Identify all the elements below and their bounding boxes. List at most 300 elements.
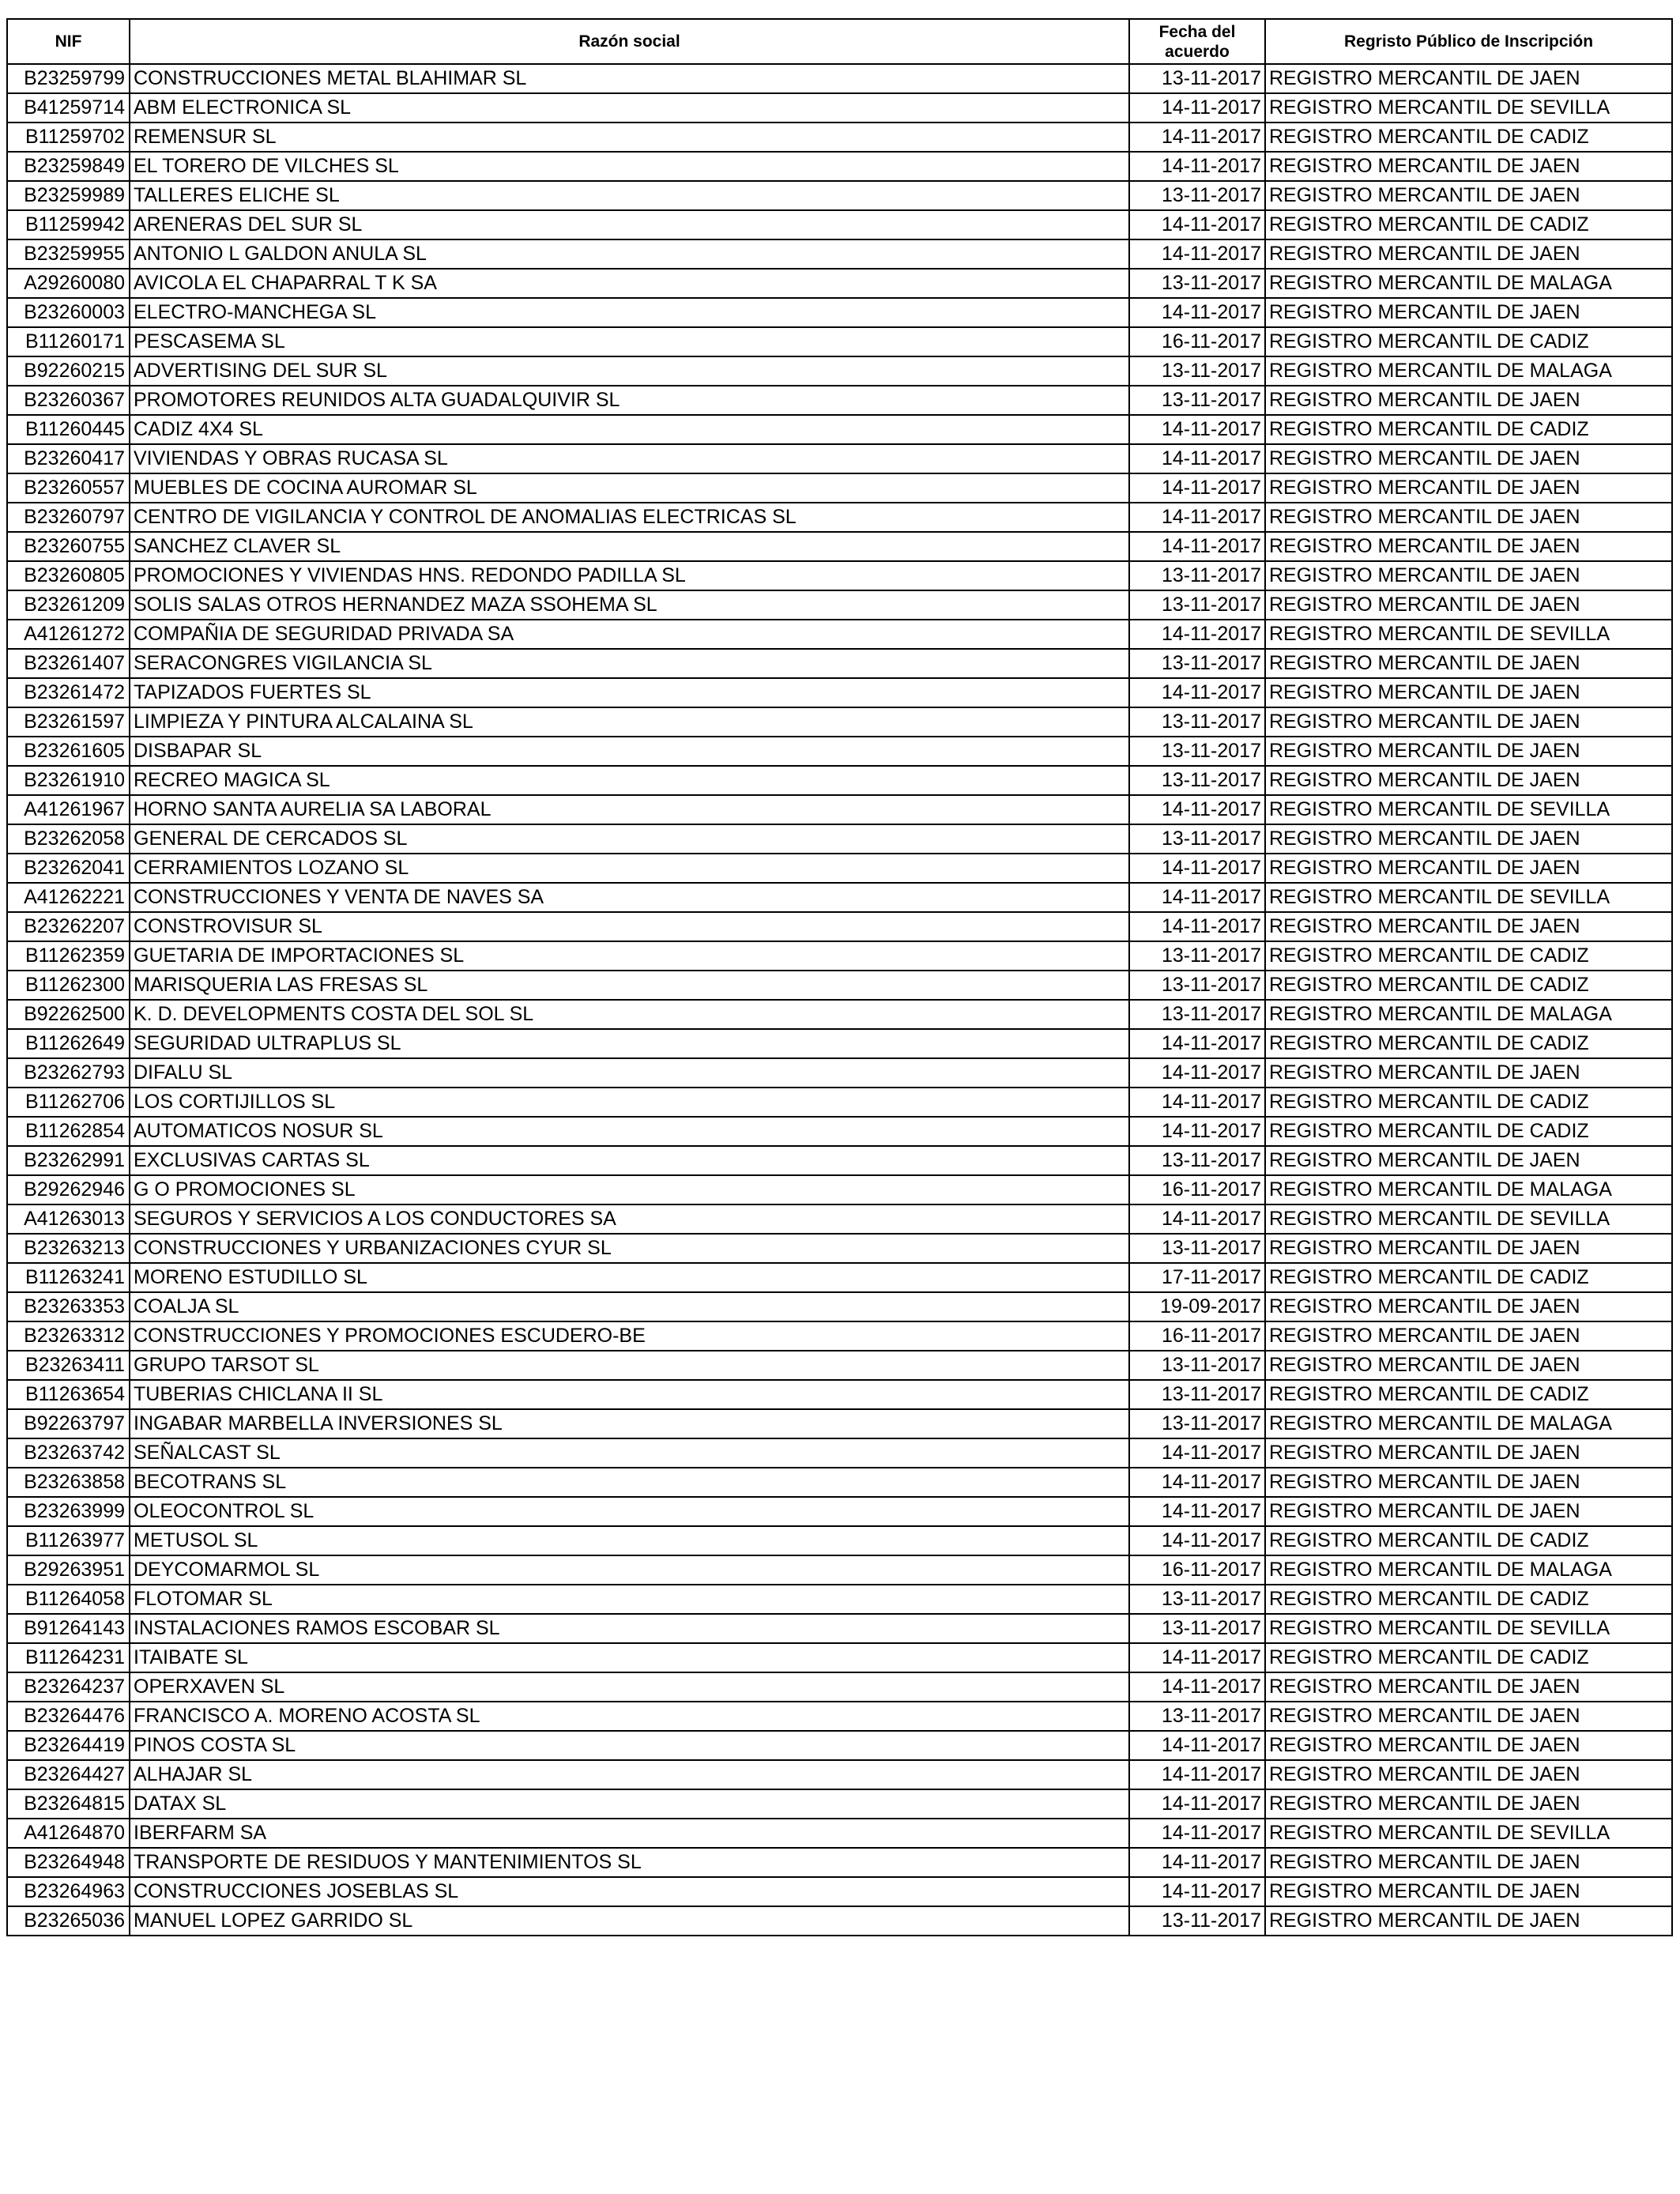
cell-registro: REGISTRO MERCANTIL DE CADIZ bbox=[1265, 415, 1672, 444]
cell-registro: REGISTRO MERCANTIL DE JAEN bbox=[1265, 561, 1672, 590]
cell-nif: B23265036 bbox=[7, 1906, 130, 1936]
table-row bbox=[7, 298, 1672, 327]
cell-fecha-acuerdo: 14-11-2017 bbox=[1129, 678, 1265, 707]
cell-registro: REGISTRO MERCANTIL DE JAEN bbox=[1265, 1497, 1672, 1526]
cell-razon-social: ALHAJAR SL bbox=[130, 1760, 1129, 1789]
cell-registro: REGISTRO MERCANTIL DE JAEN bbox=[1265, 1438, 1672, 1468]
cell-fecha-acuerdo: 14-11-2017 bbox=[1129, 1672, 1265, 1702]
cell-razon-social: CONSTRUCCIONES Y URBANIZACIONES CYUR SL bbox=[130, 1234, 1129, 1263]
cell-fecha-acuerdo: 14-11-2017 bbox=[1129, 912, 1265, 941]
cell-registro: REGISTRO MERCANTIL DE CADIZ bbox=[1265, 1380, 1672, 1409]
table-row bbox=[7, 473, 1672, 503]
cell-fecha-acuerdo: 14-11-2017 bbox=[1129, 883, 1265, 912]
cell-registro: REGISTRO MERCANTIL DE MALAGA bbox=[1265, 1000, 1672, 1029]
cell-nif: B23264963 bbox=[7, 1877, 130, 1906]
table-row bbox=[7, 1555, 1672, 1585]
cell-fecha-acuerdo: 14-11-2017 bbox=[1129, 620, 1265, 649]
table-row bbox=[7, 1819, 1672, 1848]
cell-registro: REGISTRO MERCANTIL DE JAEN bbox=[1265, 532, 1672, 561]
cell-registro: REGISTRO MERCANTIL DE MALAGA bbox=[1265, 1555, 1672, 1585]
cell-fecha-acuerdo: 16-11-2017 bbox=[1129, 1555, 1265, 1585]
table-row bbox=[7, 590, 1672, 620]
cell-registro: REGISTRO MERCANTIL DE JAEN bbox=[1265, 1760, 1672, 1789]
cell-fecha-acuerdo: 14-11-2017 bbox=[1129, 152, 1265, 181]
cell-fecha-acuerdo: 17-11-2017 bbox=[1129, 1263, 1265, 1292]
cell-nif: B23263213 bbox=[7, 1234, 130, 1263]
cell-registro: REGISTRO MERCANTIL DE JAEN bbox=[1265, 912, 1672, 941]
cell-razon-social: RECREO MAGICA SL bbox=[130, 766, 1129, 795]
cell-nif: B23263411 bbox=[7, 1351, 130, 1380]
cell-nif: B23261407 bbox=[7, 649, 130, 678]
cell-nif: B23260367 bbox=[7, 386, 130, 415]
cell-razon-social: ARENERAS DEL SUR SL bbox=[130, 210, 1129, 239]
cell-nif: B23262041 bbox=[7, 854, 130, 883]
cell-razon-social: K. D. DEVELOPMENTS COSTA DEL SOL SL bbox=[130, 1000, 1129, 1029]
cell-registro: REGISTRO MERCANTIL DE JAEN bbox=[1265, 824, 1672, 854]
cell-razon-social: EXCLUSIVAS CARTAS SL bbox=[130, 1146, 1129, 1175]
cell-registro: REGISTRO MERCANTIL DE CADIZ bbox=[1265, 1117, 1672, 1146]
cell-razon-social: CONSTRUCCIONES METAL BLAHIMAR SL bbox=[130, 64, 1129, 93]
cell-fecha-acuerdo: 13-11-2017 bbox=[1129, 1000, 1265, 1029]
cell-registro: REGISTRO MERCANTIL DE CADIZ bbox=[1265, 210, 1672, 239]
cell-fecha-acuerdo: 16-11-2017 bbox=[1129, 1175, 1265, 1204]
cell-razon-social: IBERFARM SA bbox=[130, 1819, 1129, 1848]
cell-fecha-acuerdo: 14-11-2017 bbox=[1129, 1117, 1265, 1146]
cell-nif: B23259799 bbox=[7, 64, 130, 93]
cell-razon-social: OLEOCONTROL SL bbox=[130, 1497, 1129, 1526]
table-row bbox=[7, 239, 1672, 269]
cell-fecha-acuerdo: 14-11-2017 bbox=[1129, 415, 1265, 444]
cell-registro: REGISTRO MERCANTIL DE CADIZ bbox=[1265, 1643, 1672, 1672]
cell-nif: B23259989 bbox=[7, 181, 130, 210]
cell-nif: A41263013 bbox=[7, 1204, 130, 1234]
cell-fecha-acuerdo: 14-11-2017 bbox=[1129, 1819, 1265, 1848]
table-row bbox=[7, 1088, 1672, 1117]
table-row bbox=[7, 1351, 1672, 1380]
table-row bbox=[7, 941, 1672, 971]
cell-fecha-acuerdo: 19-09-2017 bbox=[1129, 1292, 1265, 1321]
cell-nif: B23260755 bbox=[7, 532, 130, 561]
cell-registro: REGISTRO MERCANTIL DE JAEN bbox=[1265, 1058, 1672, 1088]
table-row bbox=[7, 503, 1672, 532]
cell-fecha-acuerdo: 13-11-2017 bbox=[1129, 649, 1265, 678]
cell-fecha-acuerdo: 13-11-2017 bbox=[1129, 1906, 1265, 1936]
cell-razon-social: PESCASEMA SL bbox=[130, 327, 1129, 356]
cell-fecha-acuerdo: 14-11-2017 bbox=[1129, 210, 1265, 239]
cell-fecha-acuerdo: 16-11-2017 bbox=[1129, 1321, 1265, 1351]
table-row bbox=[7, 1029, 1672, 1058]
cell-fecha-acuerdo: 14-11-2017 bbox=[1129, 1848, 1265, 1877]
cell-nif: B23263353 bbox=[7, 1292, 130, 1321]
cell-razon-social: LIMPIEZA Y PINTURA ALCALAINA SL bbox=[130, 707, 1129, 737]
table-row bbox=[7, 1643, 1672, 1672]
table-row bbox=[7, 824, 1672, 854]
cell-razon-social: PROMOCIONES Y VIVIENDAS HNS. REDONDO PADILLA SL bbox=[130, 561, 1129, 590]
cell-nif: B23262793 bbox=[7, 1058, 130, 1088]
cell-registro: REGISTRO MERCANTIL DE JAEN bbox=[1265, 503, 1672, 532]
cell-nif: B23260557 bbox=[7, 473, 130, 503]
cell-fecha-acuerdo: 13-11-2017 bbox=[1129, 1614, 1265, 1643]
cell-fecha-acuerdo: 13-11-2017 bbox=[1129, 1585, 1265, 1614]
cell-registro: REGISTRO MERCANTIL DE JAEN bbox=[1265, 1848, 1672, 1877]
cell-registro: REGISTRO MERCANTIL DE CADIZ bbox=[1265, 123, 1672, 152]
cell-fecha-acuerdo: 14-11-2017 bbox=[1129, 503, 1265, 532]
table-row bbox=[7, 210, 1672, 239]
cell-razon-social: BECOTRANS SL bbox=[130, 1468, 1129, 1497]
cell-registro: REGISTRO MERCANTIL DE SEVILLA bbox=[1265, 1204, 1672, 1234]
cell-nif: B23261597 bbox=[7, 707, 130, 737]
table-row bbox=[7, 444, 1672, 473]
cell-fecha-acuerdo: 14-11-2017 bbox=[1129, 1204, 1265, 1234]
table-row bbox=[7, 93, 1672, 123]
cell-nif: B92262500 bbox=[7, 1000, 130, 1029]
cell-fecha-acuerdo: 13-11-2017 bbox=[1129, 64, 1265, 93]
table-row bbox=[7, 1000, 1672, 1029]
cell-razon-social: COMPAÑIA DE SEGURIDAD PRIVADA SA bbox=[130, 620, 1129, 649]
table-row bbox=[7, 766, 1672, 795]
cell-razon-social: SEGUROS Y SERVICIOS A LOS CONDUCTORES SA bbox=[130, 1204, 1129, 1234]
cell-nif: B23262991 bbox=[7, 1146, 130, 1175]
cell-fecha-acuerdo: 14-11-2017 bbox=[1129, 1731, 1265, 1760]
cell-fecha-acuerdo: 13-11-2017 bbox=[1129, 269, 1265, 298]
cell-razon-social: CONSTRUCCIONES Y VENTA DE NAVES SA bbox=[130, 883, 1129, 912]
table-row bbox=[7, 1848, 1672, 1877]
cell-razon-social: SANCHEZ CLAVER SL bbox=[130, 532, 1129, 561]
table-row bbox=[7, 1760, 1672, 1789]
table-row bbox=[7, 1058, 1672, 1088]
cell-razon-social: METUSOL SL bbox=[130, 1526, 1129, 1555]
cell-nif: B23264476 bbox=[7, 1702, 130, 1731]
cell-registro: REGISTRO MERCANTIL DE JAEN bbox=[1265, 1702, 1672, 1731]
cell-fecha-acuerdo: 14-11-2017 bbox=[1129, 1058, 1265, 1088]
cell-nif: B23262207 bbox=[7, 912, 130, 941]
cell-fecha-acuerdo: 14-11-2017 bbox=[1129, 239, 1265, 269]
cell-fecha-acuerdo: 14-11-2017 bbox=[1129, 1789, 1265, 1819]
table-row bbox=[7, 269, 1672, 298]
table-row bbox=[7, 386, 1672, 415]
cell-razon-social: ITAIBATE SL bbox=[130, 1643, 1129, 1672]
cell-registro: REGISTRO MERCANTIL DE JAEN bbox=[1265, 1672, 1672, 1702]
cell-fecha-acuerdo: 14-11-2017 bbox=[1129, 795, 1265, 824]
cell-nif: B23261605 bbox=[7, 737, 130, 766]
cell-registro: REGISTRO MERCANTIL DE JAEN bbox=[1265, 152, 1672, 181]
cell-nif: B23261910 bbox=[7, 766, 130, 795]
cell-fecha-acuerdo: 14-11-2017 bbox=[1129, 93, 1265, 123]
cell-fecha-acuerdo: 14-11-2017 bbox=[1129, 1468, 1265, 1497]
cell-registro: REGISTRO MERCANTIL DE JAEN bbox=[1265, 239, 1672, 269]
cell-razon-social: ABM ELECTRONICA SL bbox=[130, 93, 1129, 123]
table-row bbox=[7, 1497, 1672, 1526]
table-row bbox=[7, 1409, 1672, 1438]
cell-fecha-acuerdo: 13-11-2017 bbox=[1129, 707, 1265, 737]
cell-nif: B23263999 bbox=[7, 1497, 130, 1526]
cell-registro: REGISTRO MERCANTIL DE SEVILLA bbox=[1265, 883, 1672, 912]
cell-registro: REGISTRO MERCANTIL DE JAEN bbox=[1265, 1877, 1672, 1906]
cell-registro: REGISTRO MERCANTIL DE CADIZ bbox=[1265, 1263, 1672, 1292]
table-row bbox=[7, 1234, 1672, 1263]
cell-registro: REGISTRO MERCANTIL DE JAEN bbox=[1265, 737, 1672, 766]
cell-nif: B11263241 bbox=[7, 1263, 130, 1292]
cell-fecha-acuerdo: 14-11-2017 bbox=[1129, 298, 1265, 327]
cell-fecha-acuerdo: 14-11-2017 bbox=[1129, 1526, 1265, 1555]
cell-razon-social: SEGURIDAD ULTRAPLUS SL bbox=[130, 1029, 1129, 1058]
cell-nif: B23264427 bbox=[7, 1760, 130, 1789]
cell-razon-social: CONSTRUCCIONES Y PROMOCIONES ESCUDERO-BE bbox=[130, 1321, 1129, 1351]
cell-razon-social: DATAX SL bbox=[130, 1789, 1129, 1819]
cell-razon-social: FLOTOMAR SL bbox=[130, 1585, 1129, 1614]
cell-nif: B11260445 bbox=[7, 415, 130, 444]
cell-razon-social: COALJA SL bbox=[130, 1292, 1129, 1321]
cell-registro: REGISTRO MERCANTIL DE JAEN bbox=[1265, 181, 1672, 210]
table-row bbox=[7, 1292, 1672, 1321]
cell-razon-social: ANTONIO L GALDON ANULA SL bbox=[130, 239, 1129, 269]
table-row bbox=[7, 971, 1672, 1000]
cell-fecha-acuerdo: 14-11-2017 bbox=[1129, 1088, 1265, 1117]
cell-razon-social: FRANCISCO A. MORENO ACOSTA SL bbox=[130, 1702, 1129, 1731]
cell-razon-social: TUBERIAS CHICLANA II SL bbox=[130, 1380, 1129, 1409]
cell-registro: REGISTRO MERCANTIL DE JAEN bbox=[1265, 386, 1672, 415]
table-row bbox=[7, 737, 1672, 766]
cell-fecha-acuerdo: 13-11-2017 bbox=[1129, 941, 1265, 971]
cell-registro: REGISTRO MERCANTIL DE JAEN bbox=[1265, 1789, 1672, 1819]
cell-razon-social: CERRAMIENTOS LOZANO SL bbox=[130, 854, 1129, 883]
table-row bbox=[7, 1380, 1672, 1409]
cell-razon-social: GUETARIA DE IMPORTACIONES SL bbox=[130, 941, 1129, 971]
registry-table bbox=[6, 18, 1673, 1936]
cell-razon-social: ELECTRO-MANCHEGA SL bbox=[130, 298, 1129, 327]
cell-razon-social: TRANSPORTE DE RESIDUOS Y MANTENIMIENTOS SL bbox=[130, 1848, 1129, 1877]
cell-nif: B11262854 bbox=[7, 1117, 130, 1146]
cell-nif: B11262359 bbox=[7, 941, 130, 971]
cell-fecha-acuerdo: 13-11-2017 bbox=[1129, 181, 1265, 210]
table-row bbox=[7, 620, 1672, 649]
table-row bbox=[7, 1263, 1672, 1292]
cell-registro: REGISTRO MERCANTIL DE JAEN bbox=[1265, 1468, 1672, 1497]
table-row bbox=[7, 561, 1672, 590]
table-row bbox=[7, 532, 1672, 561]
table-row bbox=[7, 1789, 1672, 1819]
cell-fecha-acuerdo: 14-11-2017 bbox=[1129, 1029, 1265, 1058]
cell-fecha-acuerdo: 13-11-2017 bbox=[1129, 1380, 1265, 1409]
cell-razon-social: MANUEL LOPEZ GARRIDO SL bbox=[130, 1906, 1129, 1936]
table-row bbox=[7, 1468, 1672, 1497]
cell-fecha-acuerdo: 16-11-2017 bbox=[1129, 327, 1265, 356]
cell-nif: B23264815 bbox=[7, 1789, 130, 1819]
cell-nif: B23263312 bbox=[7, 1321, 130, 1351]
table-row bbox=[7, 1117, 1672, 1146]
cell-registro: REGISTRO MERCANTIL DE JAEN bbox=[1265, 473, 1672, 503]
cell-registro: REGISTRO MERCANTIL DE CADIZ bbox=[1265, 1088, 1672, 1117]
cell-nif: B23264948 bbox=[7, 1848, 130, 1877]
table-row bbox=[7, 181, 1672, 210]
cell-razon-social: GENERAL DE CERCADOS SL bbox=[130, 824, 1129, 854]
cell-registro: REGISTRO MERCANTIL DE CADIZ bbox=[1265, 971, 1672, 1000]
cell-fecha-acuerdo: 13-11-2017 bbox=[1129, 561, 1265, 590]
cell-razon-social: LOS CORTIJILLOS SL bbox=[130, 1088, 1129, 1117]
cell-registro: REGISTRO MERCANTIL DE JAEN bbox=[1265, 1234, 1672, 1263]
cell-fecha-acuerdo: 13-11-2017 bbox=[1129, 1351, 1265, 1380]
cell-razon-social: GRUPO TARSOT SL bbox=[130, 1351, 1129, 1380]
cell-nif: B23264419 bbox=[7, 1731, 130, 1760]
cell-nif: B11262300 bbox=[7, 971, 130, 1000]
cell-registro: REGISTRO MERCANTIL DE MALAGA bbox=[1265, 269, 1672, 298]
cell-fecha-acuerdo: 14-11-2017 bbox=[1129, 854, 1265, 883]
cell-nif: A41261272 bbox=[7, 620, 130, 649]
cell-registro: REGISTRO MERCANTIL DE JAEN bbox=[1265, 766, 1672, 795]
table-row bbox=[7, 854, 1672, 883]
cell-nif: B23264237 bbox=[7, 1672, 130, 1702]
cell-registro: REGISTRO MERCANTIL DE SEVILLA bbox=[1265, 1819, 1672, 1848]
cell-nif: B23263858 bbox=[7, 1468, 130, 1497]
cell-razon-social: MARISQUERIA LAS FRESAS SL bbox=[130, 971, 1129, 1000]
cell-registro: REGISTRO MERCANTIL DE CADIZ bbox=[1265, 941, 1672, 971]
cell-registro: REGISTRO MERCANTIL DE JAEN bbox=[1265, 444, 1672, 473]
cell-registro: REGISTRO MERCANTIL DE CADIZ bbox=[1265, 1585, 1672, 1614]
cell-fecha-acuerdo: 14-11-2017 bbox=[1129, 532, 1265, 561]
table-row bbox=[7, 795, 1672, 824]
cell-nif: B11262706 bbox=[7, 1088, 130, 1117]
cell-registro: REGISTRO MERCANTIL DE JAEN bbox=[1265, 649, 1672, 678]
cell-registro: REGISTRO MERCANTIL DE MALAGA bbox=[1265, 356, 1672, 386]
cell-fecha-acuerdo: 14-11-2017 bbox=[1129, 1877, 1265, 1906]
table-row bbox=[7, 1614, 1672, 1643]
cell-razon-social: SEÑALCAST SL bbox=[130, 1438, 1129, 1468]
cell-registro: REGISTRO MERCANTIL DE JAEN bbox=[1265, 1906, 1672, 1936]
table-row bbox=[7, 1672, 1672, 1702]
cell-nif: B23260805 bbox=[7, 561, 130, 590]
header-nif: NIF bbox=[7, 19, 130, 64]
cell-fecha-acuerdo: 13-11-2017 bbox=[1129, 971, 1265, 1000]
cell-nif: A41264870 bbox=[7, 1819, 130, 1848]
table-row bbox=[7, 1175, 1672, 1204]
table-row bbox=[7, 415, 1672, 444]
cell-fecha-acuerdo: 13-11-2017 bbox=[1129, 1409, 1265, 1438]
cell-fecha-acuerdo: 14-11-2017 bbox=[1129, 473, 1265, 503]
cell-nif: B23261472 bbox=[7, 678, 130, 707]
cell-fecha-acuerdo: 14-11-2017 bbox=[1129, 1643, 1265, 1672]
cell-nif: B23262058 bbox=[7, 824, 130, 854]
cell-registro: REGISTRO MERCANTIL DE JAEN bbox=[1265, 707, 1672, 737]
cell-razon-social: AUTOMATICOS NOSUR SL bbox=[130, 1117, 1129, 1146]
cell-nif: B91264143 bbox=[7, 1614, 130, 1643]
cell-nif: B11263977 bbox=[7, 1526, 130, 1555]
table-row bbox=[7, 883, 1672, 912]
table-row bbox=[7, 1906, 1672, 1936]
cell-registro: REGISTRO MERCANTIL DE JAEN bbox=[1265, 1321, 1672, 1351]
cell-razon-social: SOLIS SALAS OTROS HERNANDEZ MAZA SSOHEMA SL bbox=[130, 590, 1129, 620]
cell-registro: REGISTRO MERCANTIL DE CADIZ bbox=[1265, 1526, 1672, 1555]
cell-fecha-acuerdo: 13-11-2017 bbox=[1129, 590, 1265, 620]
cell-fecha-acuerdo: 13-11-2017 bbox=[1129, 1146, 1265, 1175]
cell-registro: REGISTRO MERCANTIL DE SEVILLA bbox=[1265, 1614, 1672, 1643]
cell-razon-social: DEYCOMARMOL SL bbox=[130, 1555, 1129, 1585]
cell-fecha-acuerdo: 13-11-2017 bbox=[1129, 766, 1265, 795]
table-row bbox=[7, 707, 1672, 737]
cell-fecha-acuerdo: 13-11-2017 bbox=[1129, 824, 1265, 854]
cell-nif: A29260080 bbox=[7, 269, 130, 298]
cell-razon-social: PROMOTORES REUNIDOS ALTA GUADALQUIVIR SL bbox=[130, 386, 1129, 415]
cell-registro: REGISTRO MERCANTIL DE MALAGA bbox=[1265, 1175, 1672, 1204]
cell-registro: REGISTRO MERCANTIL DE CADIZ bbox=[1265, 1029, 1672, 1058]
cell-nif: B41259714 bbox=[7, 93, 130, 123]
cell-registro: REGISTRO MERCANTIL DE JAEN bbox=[1265, 854, 1672, 883]
cell-registro: REGISTRO MERCANTIL DE JAEN bbox=[1265, 590, 1672, 620]
cell-razon-social: OPERXAVEN SL bbox=[130, 1672, 1129, 1702]
header-registro: Regristo Público de Inscripción bbox=[1265, 19, 1672, 64]
cell-razon-social: REMENSUR SL bbox=[130, 123, 1129, 152]
cell-registro: REGISTRO MERCANTIL DE SEVILLA bbox=[1265, 93, 1672, 123]
cell-razon-social: MORENO ESTUDILLO SL bbox=[130, 1263, 1129, 1292]
table-row bbox=[7, 678, 1672, 707]
cell-fecha-acuerdo: 13-11-2017 bbox=[1129, 356, 1265, 386]
cell-nif: A41261967 bbox=[7, 795, 130, 824]
table-row bbox=[7, 152, 1672, 181]
table-row bbox=[7, 356, 1672, 386]
cell-nif: B11264058 bbox=[7, 1585, 130, 1614]
cell-fecha-acuerdo: 13-11-2017 bbox=[1129, 1702, 1265, 1731]
table-row bbox=[7, 1438, 1672, 1468]
cell-nif: B11260171 bbox=[7, 327, 130, 356]
cell-razon-social: TAPIZADOS FUERTES SL bbox=[130, 678, 1129, 707]
cell-razon-social: TALLERES ELICHE SL bbox=[130, 181, 1129, 210]
cell-razon-social: DISBAPAR SL bbox=[130, 737, 1129, 766]
cell-razon-social: PINOS COSTA SL bbox=[130, 1731, 1129, 1760]
cell-razon-social: AVICOLA EL CHAPARRAL T K SA bbox=[130, 269, 1129, 298]
table-body bbox=[7, 64, 1672, 1936]
cell-registro: REGISTRO MERCANTIL DE JAEN bbox=[1265, 1731, 1672, 1760]
cell-nif: B23261209 bbox=[7, 590, 130, 620]
cell-nif: B92260215 bbox=[7, 356, 130, 386]
cell-nif: B23259955 bbox=[7, 239, 130, 269]
cell-razon-social: DIFALU SL bbox=[130, 1058, 1129, 1088]
cell-nif: B11264231 bbox=[7, 1643, 130, 1672]
cell-razon-social: CENTRO DE VIGILANCIA Y CONTROL DE ANOMALIAS ELECTRICAS SL bbox=[130, 503, 1129, 532]
cell-nif: B11259702 bbox=[7, 123, 130, 152]
cell-registro: REGISTRO MERCANTIL DE JAEN bbox=[1265, 298, 1672, 327]
table-row bbox=[7, 1204, 1672, 1234]
table-row bbox=[7, 123, 1672, 152]
table-row bbox=[7, 649, 1672, 678]
cell-registro: REGISTRO MERCANTIL DE SEVILLA bbox=[1265, 620, 1672, 649]
cell-fecha-acuerdo: 13-11-2017 bbox=[1129, 1234, 1265, 1263]
cell-registro: REGISTRO MERCANTIL DE JAEN bbox=[1265, 1146, 1672, 1175]
table-row bbox=[7, 1321, 1672, 1351]
header-razon-social: Razón social bbox=[130, 19, 1129, 64]
table-row bbox=[7, 1731, 1672, 1760]
cell-nif: B23260797 bbox=[7, 503, 130, 532]
cell-nif: B11262649 bbox=[7, 1029, 130, 1058]
registry-table-sheet bbox=[6, 18, 1671, 1936]
cell-registro: REGISTRO MERCANTIL DE MALAGA bbox=[1265, 1409, 1672, 1438]
table-row bbox=[7, 1146, 1672, 1175]
cell-nif: B29262946 bbox=[7, 1175, 130, 1204]
cell-razon-social: VIVIENDAS Y OBRAS RUCASA SL bbox=[130, 444, 1129, 473]
table-row bbox=[7, 1585, 1672, 1614]
cell-fecha-acuerdo: 14-11-2017 bbox=[1129, 444, 1265, 473]
cell-nif: B29263951 bbox=[7, 1555, 130, 1585]
cell-fecha-acuerdo: 13-11-2017 bbox=[1129, 386, 1265, 415]
cell-razon-social: EL TORERO DE VILCHES SL bbox=[130, 152, 1129, 181]
cell-razon-social: CONSTROVISUR SL bbox=[130, 912, 1129, 941]
cell-registro: REGISTRO MERCANTIL DE SEVILLA bbox=[1265, 795, 1672, 824]
cell-registro: REGISTRO MERCANTIL DE CADIZ bbox=[1265, 327, 1672, 356]
cell-razon-social: MUEBLES DE COCINA AUROMAR SL bbox=[130, 473, 1129, 503]
table-row bbox=[7, 64, 1672, 93]
cell-razon-social: CADIZ 4X4 SL bbox=[130, 415, 1129, 444]
table-row bbox=[7, 912, 1672, 941]
cell-registro: REGISTRO MERCANTIL DE JAEN bbox=[1265, 678, 1672, 707]
cell-razon-social: SERACONGRES VIGILANCIA SL bbox=[130, 649, 1129, 678]
